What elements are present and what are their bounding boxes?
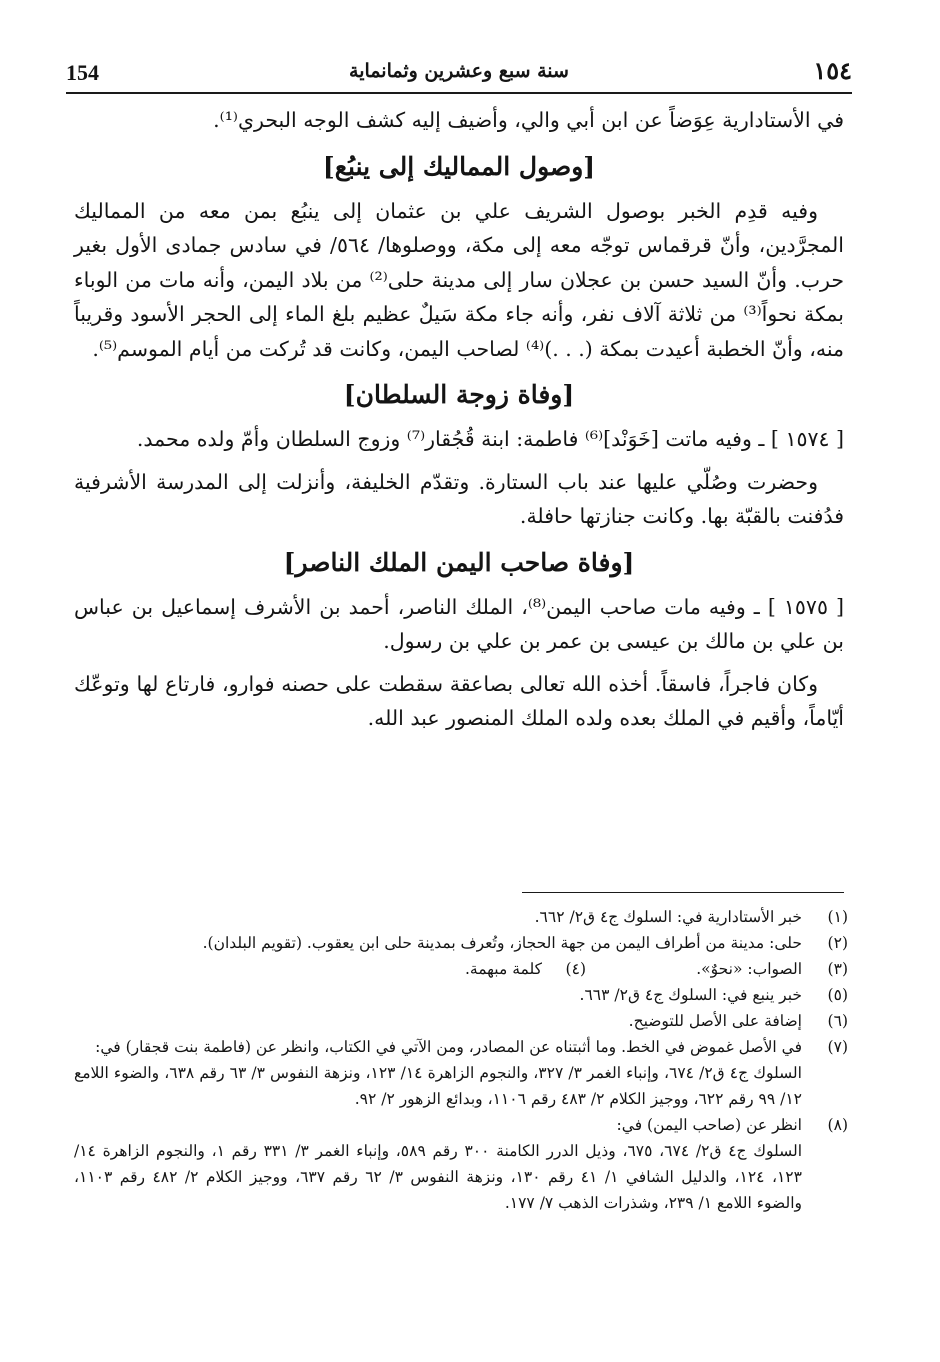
footnote-number: (٤) <box>565 960 586 978</box>
page-number-arabic: ١٥٤ <box>813 56 852 85</box>
footnote-sources: السلوك ج٤ ق٢/ ٦٧٤، وإنباء الغمر ٣/ ٣٢٧، والنجوم الزاهرة ١٤/ ١٢٣، ونزهة النفوس ٣/ ٦٣ رقم ٦٣٨، والضوء اللامع ١٢/ ٩٩ رقم ٦٢٢، ووجيز الكلام ٢/ ٤٨٣ رقم ١١٠٦، وبدائع الزهور ٢/ ٩٢. <box>74 1064 802 1108</box>
entry-paragraph: [ ١٥٧٤ ] ـ وفيه ماتت [خَوَنْد]⁽⁶⁾ فاطمة: ابنة قُجُقار⁽⁷⁾ وزوج السلطان وأمّ ولده محمد. <box>136 427 844 451</box>
footnote <box>74 930 848 956</box>
footnote-text: في الأصل غموض في الخط. وما أثبتناه عن المصادر، ومن الآتي في الكتاب، وانظر عن (فاطمة بنت قجقار) في: <box>95 1038 802 1056</box>
footnote-text: خبر ينبع في: السلوك ج٤ ق٢/ ٦٦٣. <box>579 986 802 1004</box>
footnote-text: خبر الأستادارية في: السلوك ج٤ ق٢/ ٦٦٢. <box>534 908 802 926</box>
footnotes <box>74 904 848 1216</box>
footnote-number: (٥) <box>827 986 848 1004</box>
footnote-text: إضافة على الأصل للتوضيح. <box>628 1012 802 1030</box>
paragraph-continued: في الأستادارية عِوَضاً عن ابن أبي والي، وأضيف إليه كشف الوجه البحري⁽¹⁾. <box>213 108 844 132</box>
footnote <box>74 982 848 1008</box>
footnote-text: حلى: مدينة من أطراف اليمن من جهة الحجاز، وتُعرف بمدينة حلى ابن يعقوب. (تقويم البلدان). <box>202 934 802 952</box>
section-heading: [وفاة زوجة السلطان] <box>343 380 575 409</box>
footnote-text: الصواب: «نحوٌ». <box>696 960 802 978</box>
footnote-number: (٧) <box>827 1038 848 1056</box>
footnote-number: (٨) <box>827 1116 848 1134</box>
footnote-pair <box>74 956 848 982</box>
paragraph: وفيه قدِم الخبر بوصول الشريف علي بن عثمان إلى ينبُع بمن معه من المماليك المجرَّدين، وأنّ قرقماس توجّه معه إلى مكة، ووصلوها/ ٥٦٤/ في سادس جمادى الأول بغير حرب. وأنّ السيد حسن بن عجلان سار إلى مدينة حلى⁽²⁾ من بلاد اليمن، وأنه مات من الوباء بمكة نحواً⁽³⁾ من ثلاثة آلاف نفر، وأنه جاء مكة سَيلٌ عظيم بلغ الماء إلى الحجر الأسود وقريباً منه، وأنّ الخطبة أعيدت بمكة (. . .)⁽⁴⁾ لصاحب اليمن، وكانت قد تُركت من أيام الموسم⁽⁵⁾. <box>74 198 844 361</box>
footnote-number: (٦) <box>827 1012 848 1030</box>
footnote-rule <box>522 892 844 893</box>
footnote-number: (١) <box>827 908 848 926</box>
section-heading: [وصول المماليك إلى ينبُع] <box>322 151 596 181</box>
main-text <box>74 103 844 736</box>
running-title: سنة سبع وعشرين وثمانماية <box>349 60 569 82</box>
paragraph: وحضرت وصُلّي عليها عند باب الستارة. وتقدّم الخليفة، وأنزلت إلى المدرسة الأشرفية فدُفنت بالقبّة بها. وكانت جنازتها حافلة. <box>74 469 844 528</box>
footnote-text: كلمة مبهمة. <box>464 960 542 978</box>
paragraph: وكان فاجراً، فاسقاً. أخذه الله تعالى بصاعقة سقطت على حصنه فوارو، فارتاع لها وتوعّك أيّاماً، وأقيم في الملك بعده ولده الملك المنصور عبد الله. <box>74 671 844 730</box>
entry-paragraph: [ ١٥٧٥ ] ـ وفيه مات صاحب اليمن⁽⁸⁾، الملك الناصر، أحمد بن الأشرف إسماعيل بن عباس بن علي بن مالك بن عيسى بن عمر بن علي بن رسول. <box>74 594 844 653</box>
section-heading: [وفاة صاحب اليمن الملك الناصر] <box>283 547 635 577</box>
footnote <box>74 904 848 930</box>
footnote-number: (٢) <box>827 934 848 952</box>
footnote-number: (٣) <box>827 960 848 978</box>
footnote <box>74 1112 848 1138</box>
footnote-text: انظر عن (صاحب اليمن) في: <box>616 1116 802 1134</box>
page-number-latin: 154 <box>66 60 99 85</box>
footnote <box>74 1034 848 1060</box>
footnote <box>74 1008 848 1034</box>
footnote-sources: السلوك ج٤ ق٢/ ٦٧٤، ٦٧٥، وذيل الدرر الكامنة ٣٠٠ رقم ٥٨٩، وإنباء الغمر ٣/ ٣٣١ رقم ١، والنجوم الزاهرة ١٤/ ١٢٣، ١٢٤، والدليل الشافي ١/ ٤١ رقم ١٣٠، ونزهة النفوس ٣/ ٦٢ رقم ٦٣٧، ووجيز الكلام ٢/ ٤٨٢ رقم ١١٠٣، والضوء اللامع ١/ ٢٣٩، وشذرات الذهب ٧/ ١٧٧. <box>74 1142 803 1212</box>
page-header <box>66 52 852 92</box>
header-rule <box>66 92 852 94</box>
